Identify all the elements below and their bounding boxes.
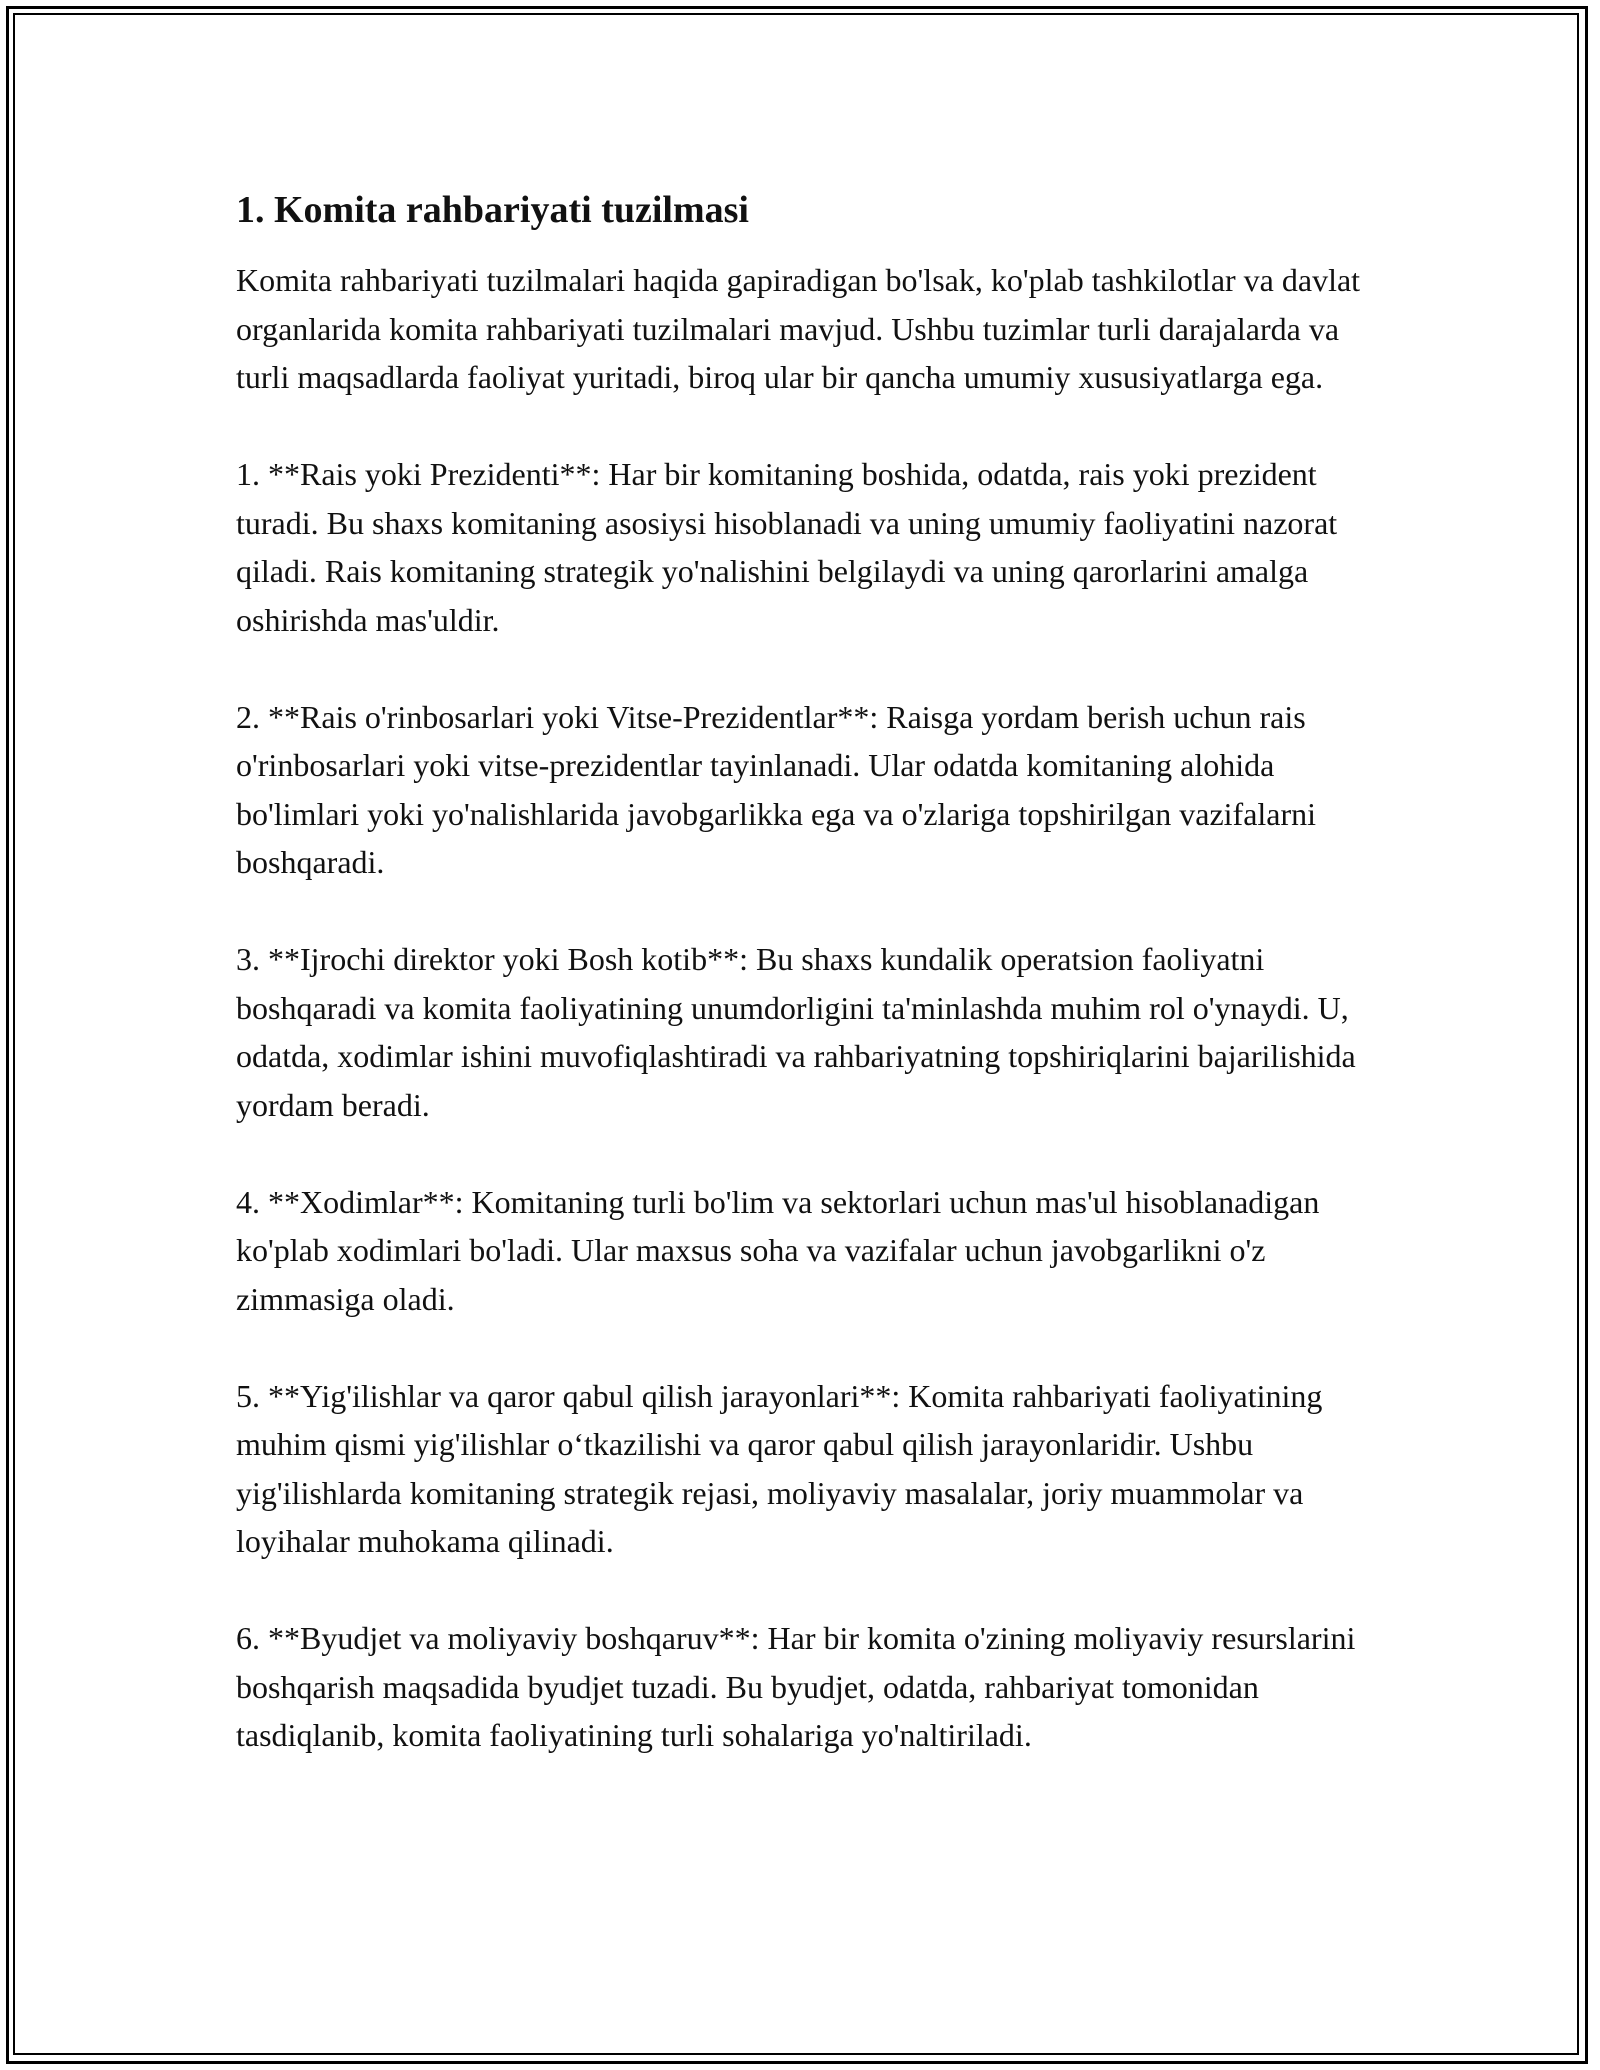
list-item-ijrochi-direktor: 3. **Ijrochi direktor yoki Bosh kotib**: Bu shaxs kundalik operatsion faoliyatni boshqaradi va komita faoliyatining unumdorligini ta'minlashda muhim rol o'ynaydi. U, odatda, xodimlar ishini muvofiqlashtiradi va rahbariyatning topshiriqlarini bajarilishida yordam beradi. (236, 941, 1356, 1123)
intro-paragraph: Komita rahbariyati tuzilmalari haqida gapiradigan bo'lsak, ko'plab tashkilotlar va davlat organlarida komita rahbariyati tuzilmalari mavjud. Ushbu tuzimlar turli darajalarda va turli maqsadlarda faoliyat yuritadi, biroq ular bir qancha umumiy xususiyatlarga ega. (236, 262, 1361, 395)
list-item-xodimlar: 4. **Xodimlar**: Komitaning turli bo'lim va sektorlari uchun mas'ul hisoblanadigan ko'plab xodimlari bo'ladi. Ular maxsus soha va vazifalar uchun javobgarlikni o'z zimmasiga oladi. (236, 1183, 1320, 1317)
list-item-rais-orinbosarlari: 2. **Rais o'rinbosarlari yoki Vitse-Prezidentlar**: Raisga yordam berish uchun rais o'rinbosarlari yoki vitse-prezidentlar tayinlanadi. Ular odatda komitaning alohida bo'limlari yoki yo'nalishlarida javobgarlikka ega va o'zlariga topshirilgan vazifalarni boshqaradi. (236, 698, 1317, 880)
document-body (236, 186, 1386, 1808)
list-item-byudjet: 6. **Byudjet va moliyaviy boshqaruv**: Har bir komita o'zining moliyaviy resurslarini boshqarish maqsadida byudjet tuzadi. Bu byudjet, odatda, rahbariyat tomonidan tasdiqlanib, komita faoliyatining turli sohalariga yo'naltiriladi. (236, 1620, 1356, 1753)
document-title: 1. Komita rahbariyati tuzilmasi (236, 189, 749, 231)
list-item-rais: 1. **Rais yoki Prezidenti**: Har bir komitaning boshida, odatda, rais yoki prezident turadi. Bu shaxs komitaning asosiysi hisoblanadi va uning umumiy faoliyatini nazorat qiladi. Rais komitaning strategik yo'nalishini belgilaydi va uning qarorlarini amalga oshirishda mas'uldir. (236, 456, 1338, 638)
list-item-yigilishlar: 5. **Yig'ilishlar va qaror qabul qilish jarayonlari**: Komita rahbariyati faoliyatining muhim qismi yig'ilishlar o‘tkazilishi va qaror qabul qilish jarayonlaridir. Ushbu yig'ilishlarda komitaning strategik rejasi, moliyaviy masalalar, joriy muammolar va loyihalar muhokama qilinadi. (236, 1377, 1323, 1559)
